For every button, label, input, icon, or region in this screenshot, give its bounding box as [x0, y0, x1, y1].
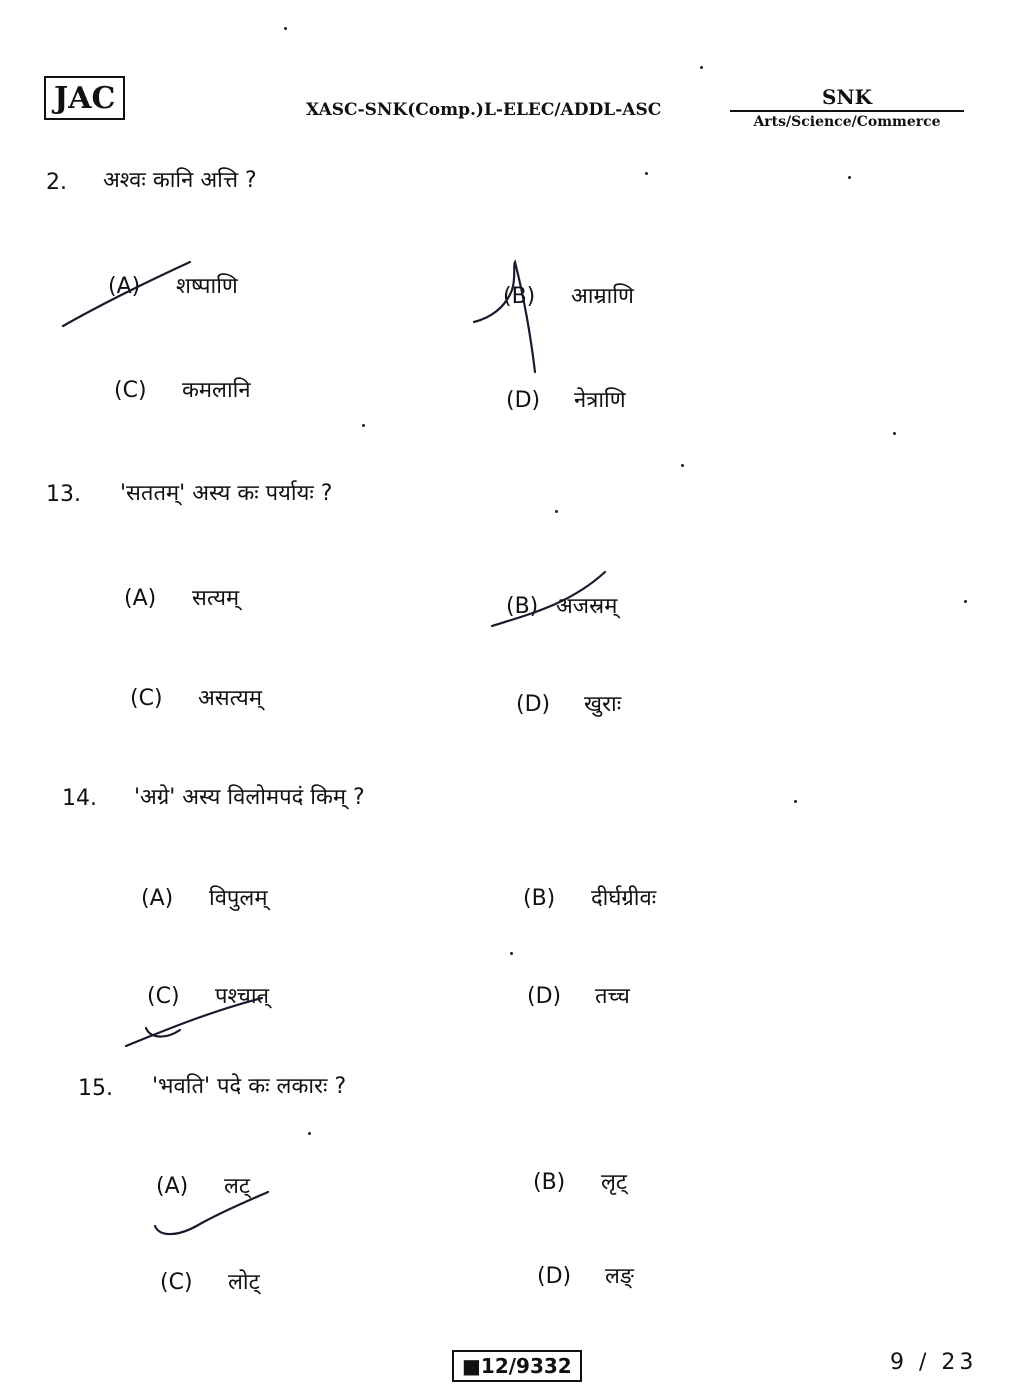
option-text: कमलानि — [182, 378, 251, 403]
question-number: 15. — [78, 1076, 113, 1101]
speck — [794, 800, 797, 803]
option-text: अजस्रम् — [556, 594, 618, 619]
strike-mark-q13-b — [492, 572, 605, 626]
option-label: (C) — [130, 686, 163, 711]
question-number: 2. — [46, 170, 67, 195]
question-text: अश्वः कानि अत्ति ? — [103, 168, 257, 193]
option-label: (B) — [533, 1170, 566, 1195]
option-text: लोट् — [228, 1270, 260, 1295]
option-text: दीर्घग्रीवः — [591, 886, 657, 911]
option-label: (D) — [537, 1264, 572, 1289]
option-text: लङ् — [605, 1264, 634, 1289]
option-text: सत्यम् — [192, 586, 240, 611]
speck — [362, 424, 365, 427]
option-label: (A) — [141, 886, 174, 911]
question-text: 'सततम्' अस्य कः पर्यायः ? — [120, 481, 333, 506]
option-text: लट् — [224, 1174, 251, 1199]
subject-title: SNK — [730, 86, 964, 112]
paper-code: ■12/9332 — [452, 1350, 582, 1382]
speck — [510, 952, 513, 955]
option-text: पश्चात् — [215, 984, 270, 1009]
tick-mark-q2-a — [63, 262, 190, 326]
speck — [848, 176, 851, 179]
speck — [308, 1132, 311, 1135]
option-label: (C) — [114, 378, 147, 403]
speck — [645, 172, 648, 175]
exam-code: XASC-SNK(Comp.)L-ELEC/ADDL-ASC — [306, 100, 662, 120]
question-text: 'भवति' पदे कः लकारः ? — [152, 1074, 347, 1099]
option-label: (D) — [506, 388, 541, 413]
option-label: (A) — [156, 1174, 189, 1199]
speck — [964, 600, 967, 603]
option-label: (D) — [516, 692, 551, 717]
option-label: (B) — [523, 886, 556, 911]
option-label: (C) — [160, 1270, 193, 1295]
option-text: नेत्राणि — [574, 388, 626, 413]
question-number: 13. — [46, 482, 81, 507]
tick-mark-q14-c — [126, 998, 262, 1046]
option-text: तच्च — [595, 984, 630, 1009]
speck — [700, 66, 703, 69]
option-label: (D) — [527, 984, 562, 1009]
speck — [893, 432, 896, 435]
option-text: आम्राणि — [571, 284, 634, 309]
speck — [284, 27, 287, 30]
jac-label: JAC — [44, 76, 125, 120]
option-text: लृट् — [601, 1170, 628, 1195]
option-text: असत्यम् — [198, 686, 262, 711]
tick-mark-q15-a — [155, 1192, 268, 1234]
option-label: (B) — [506, 594, 539, 619]
page-number: 9 / 23 — [890, 1350, 978, 1375]
question-text: 'अग्रे' अस्य विलोमपदं किम् ? — [134, 785, 365, 810]
option-text: खुराः — [584, 692, 622, 717]
speck — [681, 464, 684, 467]
option-label: (A) — [108, 274, 141, 299]
speck — [555, 510, 558, 513]
option-text: विपुलम् — [209, 886, 268, 911]
option-label: (B) — [503, 284, 536, 309]
option-label: (A) — [124, 586, 157, 611]
option-label: (C) — [147, 984, 180, 1009]
tick-mark-q2-b — [474, 262, 535, 372]
question-number: 14. — [62, 786, 97, 811]
subject-streams: Arts/Science/Commerce — [753, 114, 941, 130]
option-text: शष्पाणि — [176, 274, 238, 299]
